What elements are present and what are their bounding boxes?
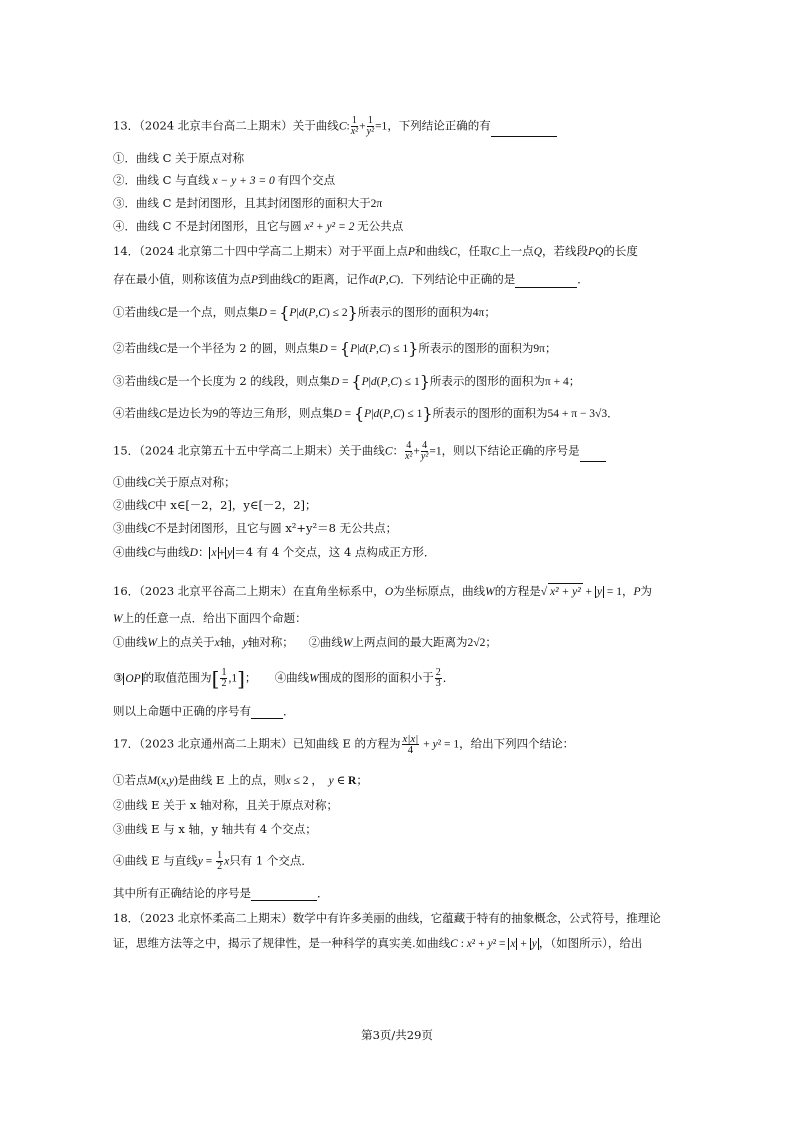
q14-option-3: ③若曲线C是一个长度为 2 的线段，则点集D = {P|d(P,C) ≤ 1}所表示的图形的面积为π + 4； <box>113 372 581 391</box>
q14-option-2: ②若曲线C是一个半径为 2 的圆，则点集D = {P|d(P,C) ≤ 1}所表示的图形的面积为9π； <box>113 339 557 358</box>
q17-option-3: ③曲线 E 与 x 轴，y 轴共有 4 个交点； <box>113 822 317 836</box>
answer-blank[interactable] <box>491 124 557 137</box>
q14-option-1: ①若曲线C是一个点，则点集D = {P|d(P,C) ≤ 2}所表示的图形的面积为4π； <box>113 303 496 322</box>
q15-option-4: ④曲线C与曲线D： x + y ＝4 有 4 个交点，这 4 点构成正方形． <box>113 545 436 559</box>
q18-stem-line1: 18．（2023 北京怀柔高二上期末）数学中有许多美丽的曲线，它蕴藏于特有的抽象概念，公式符号，推理论 <box>113 911 661 925</box>
answer-blank[interactable] <box>580 449 606 462</box>
q17-stem: 17．（2023 北京通州高二上期末）已知曲线 E 的方程为 $\frac{x|x|}{4}$ + y² = 1，给出下列四个结论： <box>113 733 575 756</box>
q18-stem-line2: 证，思维方法等之中，揭示了规律性，是一种科学的真实美.如曲线C : x² + y² = x + y ，（如图所示），给出 <box>113 936 643 950</box>
q15-option-3: ③曲线C不是封闭图形，且它与圆 x²+y²＝8 无公共点； <box>113 521 398 535</box>
q15-stem: 15．（2024 北京第五十五中学高二上期末）关于曲线C： $\frac{4}{\text{x²}}$ + $\frac{4}{\text{y²}}$ =1，则以下结论正确的序号是 <box>113 441 606 462</box>
q13-option-1: ①．曲线 C 关于原点对称 <box>113 151 245 165</box>
q14-stem-line1: 14．（2024 北京第二十四中学高二上期末）对于平面上点P和曲线C，任取C上一点Q，若线段PQ的长度 <box>113 244 638 258</box>
q17-option-1: ①若点M(x,y)是曲线 E 上的点，则x ≤ 2 ， y ∈ R； <box>113 773 368 787</box>
answer-blank[interactable] <box>251 888 317 901</box>
q15-option-2: ②曲线C中 x∈[－2，2]，y∈[－2，2]； <box>113 498 317 512</box>
q14-option-4: ④若曲线C是边长为9的等边三角形，则点集D = {P|d(P,C) ≤ 1}所表示的图形的面积为54 + π − 3√3． <box>113 404 619 423</box>
q14-stem-line2: 存在最小值，则称该值为点P到曲线C的距离，记作d(P,C)．下列结论中正确的是 ． <box>113 272 589 286</box>
q13-option-3: ③．曲线 C 是封闭图形，且其封闭图形的面积大于2π <box>113 196 383 210</box>
q13-stem: 13．（2024 北京丰台高二上期末）关于曲线C: $\frac{1}{\text{x²}}$ + $\frac{1}{\text{y²}}$ =1，下列结论正确的有 <box>113 116 557 137</box>
answer-blank[interactable] <box>251 706 283 719</box>
q16-stem-line2: W上的任意一点．给出下面四个命题： <box>113 611 307 625</box>
q17-question: 其中所有正确结论的序号是 ． <box>113 886 329 900</box>
q16-stem-line1: 16．（2023 北京平谷高二上期末）在直角坐标系中，O为坐标原点，曲线W的方程是√ x² + y² + y = 1，P为 <box>113 584 653 598</box>
q16-question: 则以上命题中正确的序号有 ． <box>113 704 295 718</box>
q17-option-2: ②曲线 E 关于 x 轴对称，且关于原点对称； <box>113 798 339 812</box>
q16-option-1-2: ①曲线W上的点关于x轴，y轴对称； ②曲线W上两点间的最大距离为2√2； <box>113 635 497 649</box>
q15-option-1: ①曲线C关于原点对称； <box>113 475 236 489</box>
answer-blank[interactable] <box>515 275 577 288</box>
q17-option-4: ④曲线 E 与直线y = $\frac{1}{2}$ x只有 1 个交点． <box>113 850 313 872</box>
q13-option-2: ②．曲线 C 与直线 x − y + 3 = 0 有四个交点 <box>113 173 336 187</box>
q16-option-3-4: ③ OP 的取值范围为[ $\frac{1}{2}$ ,1]； ④曲线W围成的图形的面积小于 $\frac{2}{3}$ ． <box>113 666 455 691</box>
q13-option-4: ④．曲线 C 不是封闭图形，且它与圆 x² + y² = 2 无公共点 <box>113 219 404 233</box>
page-footer: 第3页/共29页 <box>361 1028 433 1042</box>
